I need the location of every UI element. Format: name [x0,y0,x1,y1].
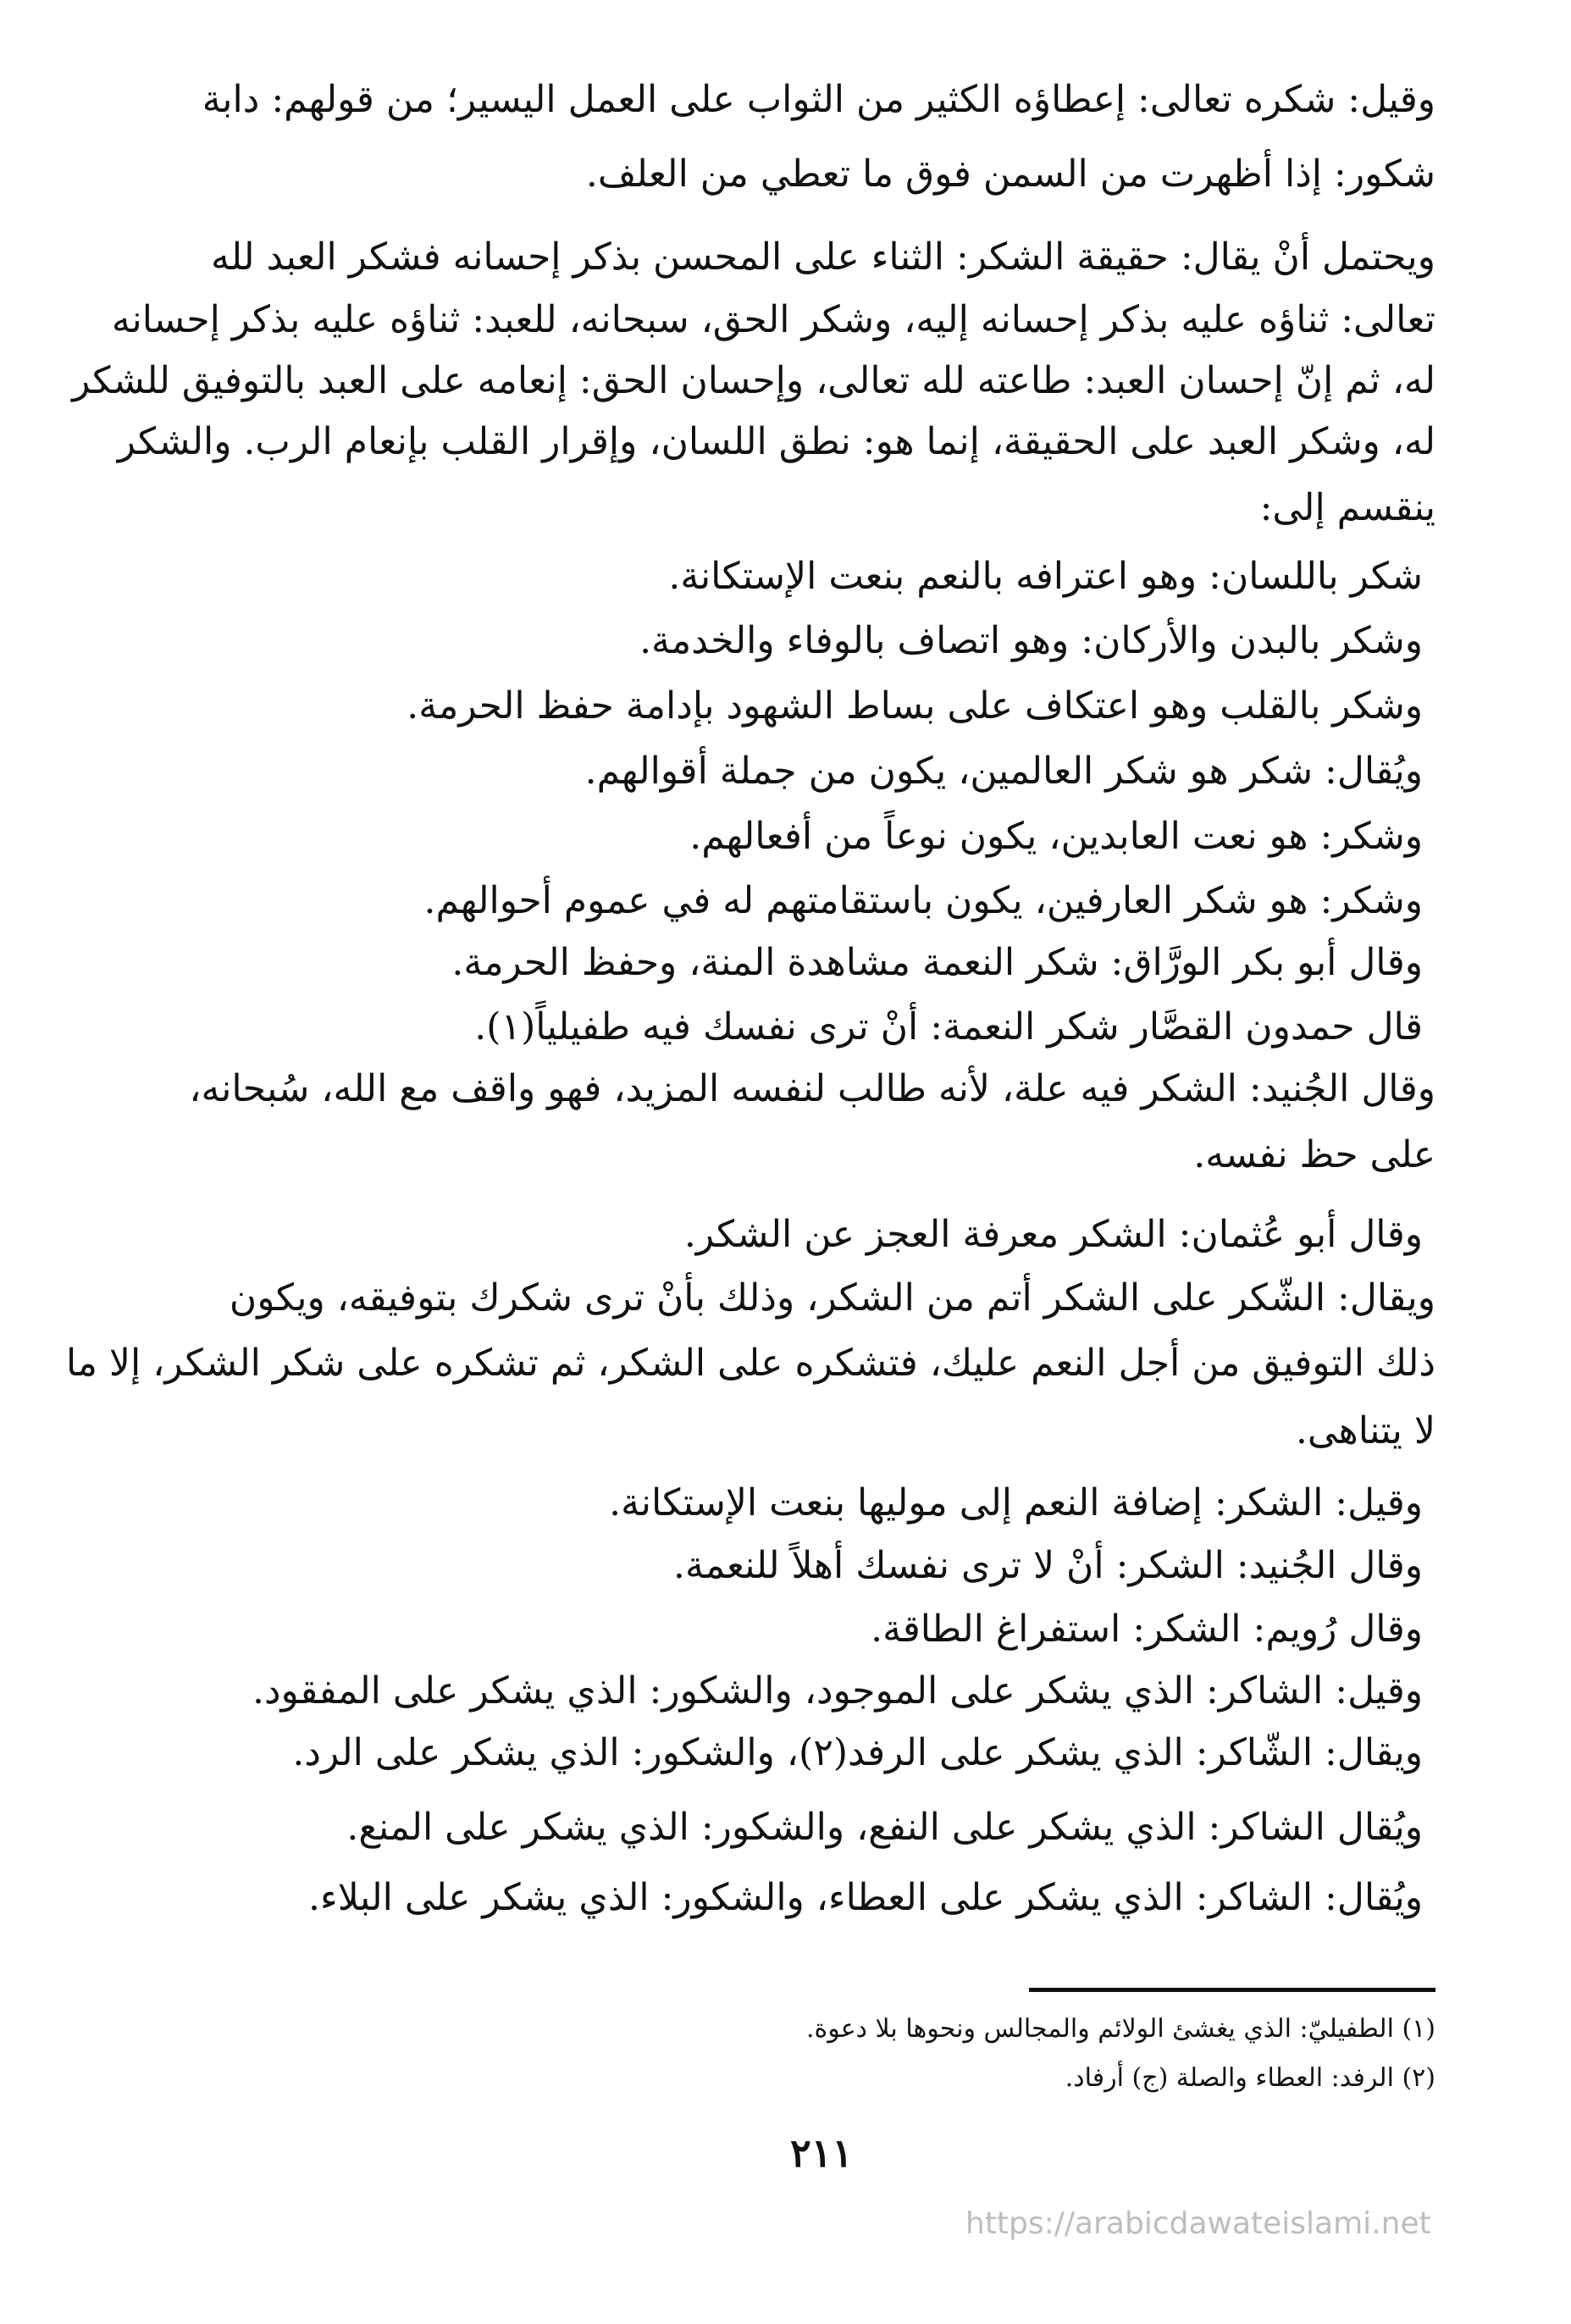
text-line: وشكر بالقلب وهو اعتكاف على بساط الشهود بإدامة حفظ الحرمة. [407,684,1423,728]
text-line: قال حمدون القصَّار شكر النعمة: أنْ ترى نفسك فيه طفيلياً(١). [474,1005,1423,1049]
text-line: وشكر بالبدن والأركان: وهو اتصاف بالوفاء والخدمة. [639,619,1423,662]
footnote: (٢) الرفد: العطاء والصلة (ج) أرفاد. [1065,2063,1435,2093]
watermark-url: https://arabicdawateislami.net [965,2206,1431,2241]
text-line: ويُقال: شكر هو شكر العالمين، يكون من جملة أقوالهم. [584,750,1423,793]
text-line: له، وشكر العبد على الحقيقة، إنما هو: نطق اللسان، وإقرار القلب بإنعام الرب. والشكر [117,420,1435,463]
text-line: على حظ نفسه. [1193,1133,1435,1176]
text-line: ويُقال: الشاكر: الذي يشكر على العطاء، والشكور: الذي يشكر على البلاء. [308,1876,1423,1919]
text-line: ذلك التوفيق من أجل النعم عليك، فتشكره على الشكر، ثم تشكره على شكر الشكر، إلا ما [65,1342,1435,1385]
text-line: وقال أبو بكر الورَّاق: شكر النعمة مشاهدة المنة، وحفظ الحرمة. [451,941,1423,984]
text-line: وشكر: هو نعت العابدين، يكون نوعاً من أفعالهم. [689,815,1423,858]
text-line: له، ثم إنّ إحسان العبد: طاعته لله تعالى، وإحسان الحق: إنعامه على العبد بالتوفيق للشكر [72,359,1435,402]
footnote-separator [1029,1988,1435,1992]
text-line: وقيل: الشكر: إضافة النعم إلى موليها بنعت الإستكانة. [609,1481,1423,1524]
text-line: شكر باللسان: وهو اعترافه بالنعم بنعت الإستكانة. [668,555,1423,598]
text-line: ويقال: الشّكر على الشكر أتم من الشكر، وذلك بأنْ ترى شكرك بتوفيقه، ويكون [229,1276,1435,1320]
text-line: لا يتناهى. [1295,1409,1435,1452]
text-line: ويُقال الشاكر: الذي يشكر على النفع، والشكور: الذي يشكر على المنع. [346,1806,1423,1849]
footnote: (١) الطفيليّ: الذي يغشئ الولائم والمجالس ونحوها بلا دعوة. [805,2014,1435,2044]
text-line: وشكر: هو شكر العارفين، يكون باستقامتهم له في عموم أحوالهم. [423,879,1423,922]
text-line: تعالى: ثناؤه عليه بذكر إحسانه إليه، وشكر الحق، سبحانه، للعبد: ثناؤه عليه بذكر إحسانه [111,298,1435,341]
text-line: ويقال: الشّاكر: الذي يشكر على الرفد(٢)، والشكور: الذي يشكر على الرد. [292,1731,1423,1774]
text-line: وقيل: شكره تعالى: إعطاؤه الكثير من الثواب على العمل اليسير؛ من قولهم: دابة [202,78,1435,121]
text-line: شكور: إذا أظهرت من السمن فوق ما تعطي من العلف. [585,152,1435,196]
text-line: وقال الجُنيد: الشكر: أنْ لا ترى نفسك أهلاً للنعمة. [673,1544,1423,1587]
page-number: ٢١١ [789,2130,854,2176]
text-line: وقال رُويم: الشكر: استفراغ الطاقة. [871,1607,1423,1651]
text-line: وقال أبو عُثمان: الشكر معرفة العجز عن الشكر. [683,1213,1423,1256]
text-line: وقيل: الشاكر: الذي يشكر على الموجود، والشكور: الذي يشكر على المفقود. [252,1669,1423,1713]
text-line: ينقسم إلى: [1259,486,1435,529]
text-line: ويحتمل أنْ يقال: حقيقة الشكر: الثناء على المحسن بذكر إحسانه فشكر العبد لله [210,235,1435,279]
text-line: وقال الجُنيد: الشكر فيه علة، لأنه طالب لنفسه المزيد، فهو واقف مع الله، سُبحانه، [189,1067,1435,1110]
